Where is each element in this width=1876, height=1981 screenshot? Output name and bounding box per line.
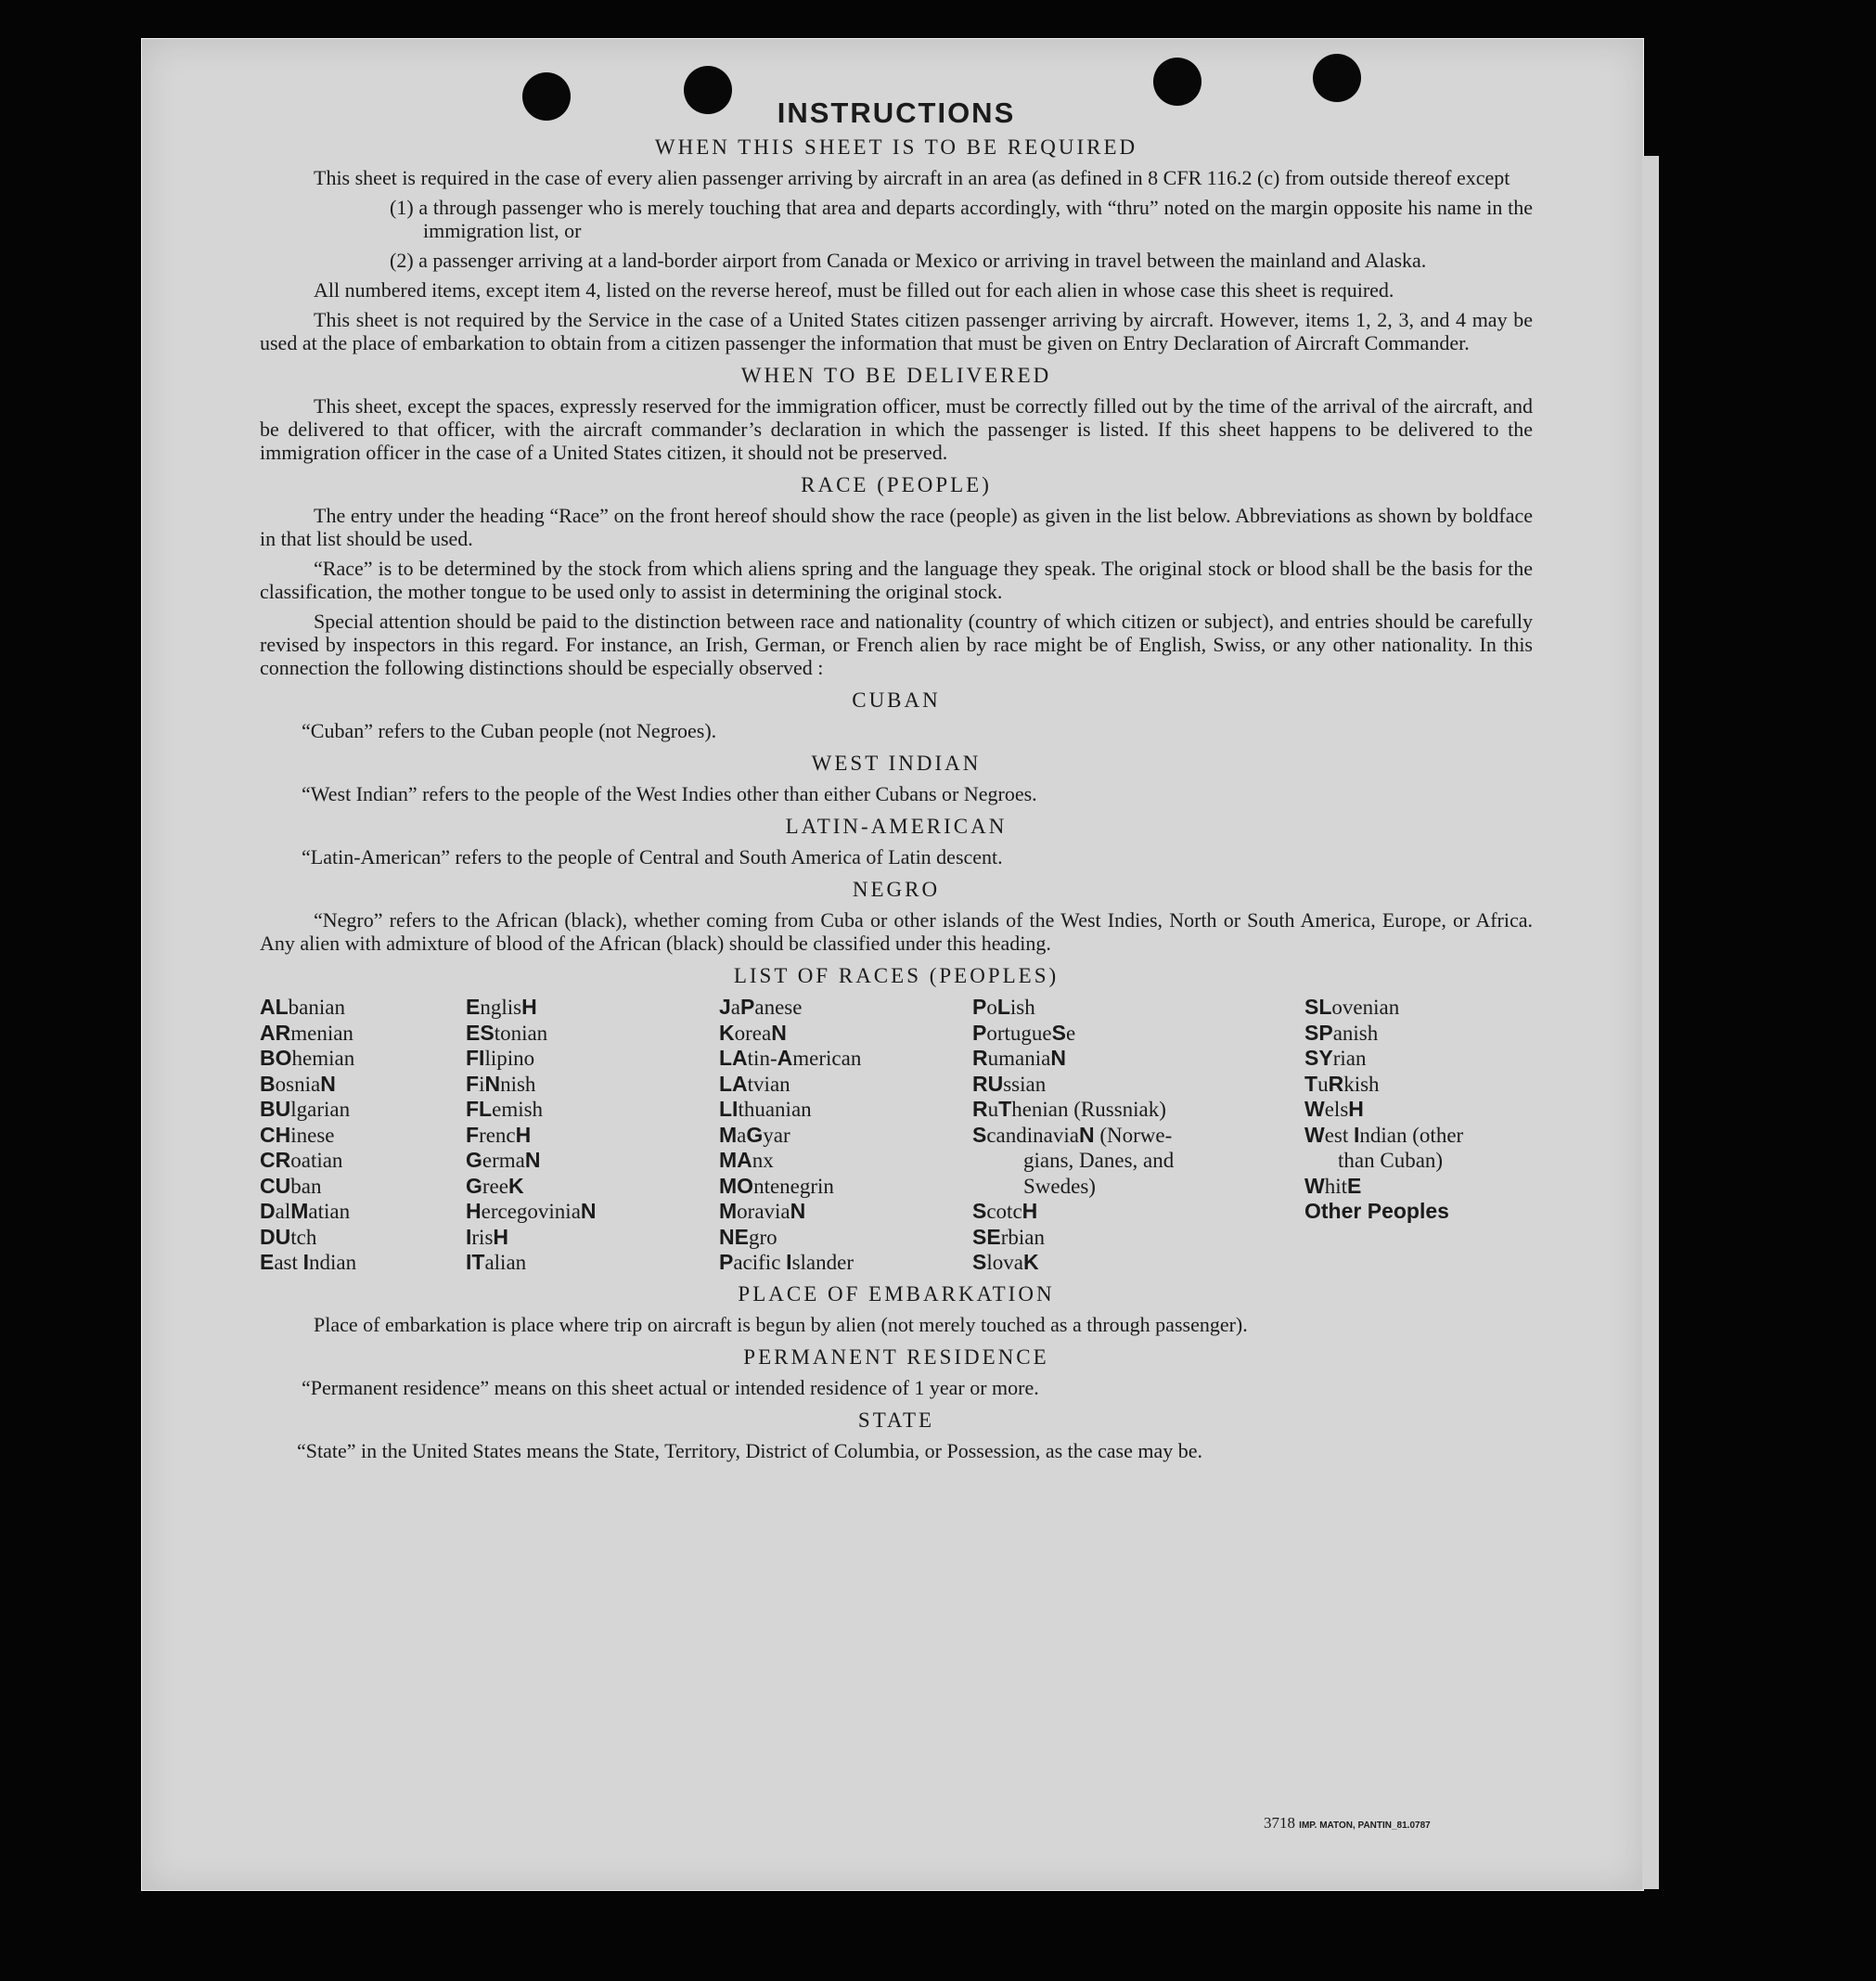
paragraph: Special attention should be paid to the distinction between race and nationality (country of which citizen or subject), and entries should be carefully revised by inspectors in this regard. For instance, an Irish, German, or French alien by race might be of English, Swiss, or any other nationality. In this connection the following distinctions should be especially observed : (260, 610, 1533, 679)
races-column (260, 995, 445, 1276)
race-entry: DalMatian (260, 1199, 351, 1223)
paragraph: This sheet, except the spaces, expressly reserved for the immigration officer, must be correctly filled out by the time of the arrival of the aircraft, and be delivered to that officer, with the aircraft commander’s declaration in which the passenger is listed. If this sheet happens to be delivered to the immigration officer in the case of a United States citizen, it should not be preserved. (260, 394, 1533, 464)
race-entry: RuThenian (Russniak) (972, 1097, 1166, 1121)
race-entry: Other Peoples (1304, 1199, 1449, 1223)
race-entry: MaGyar (719, 1122, 790, 1147)
page-edge (1642, 156, 1659, 1889)
definition-residence: “Permanent residence” means on this sheet actual or intended residence of 1 year or more. (302, 1376, 1039, 1399)
race-entry: SPanish (1304, 1020, 1379, 1045)
paragraph: All numbered items, except item 4, listed on the reverse hereof, must be filled out for each alien in whose case this sheet is required. (314, 278, 1394, 302)
definition-cuban: “Cuban” refers to the Cuban people (not Negroes). (302, 719, 717, 742)
race-entry: East Indian (260, 1250, 357, 1274)
race-entry: LAtin-American (719, 1046, 862, 1070)
race-entry: LAtvian (719, 1071, 790, 1096)
race-entry: EnglisH (466, 995, 537, 1019)
race-entry: MAnx (719, 1148, 774, 1172)
definition-negro: “Negro” refers to the African (black), whether coming from Cuba or other islands of the West Indies, North or South America, Europe, or Africa. Any alien with admixture of blood of the African (black) should be classified under this heading. (260, 908, 1533, 955)
race-entry: MOntenegrin (719, 1173, 834, 1198)
race-entry: Pacific Islander (719, 1250, 854, 1274)
subheading-cuban: CUBAN (852, 688, 941, 712)
subheading-negro: NEGRO (852, 878, 941, 901)
race-entry: FiNnish (466, 1071, 536, 1096)
race-entry: EStonian (466, 1020, 548, 1045)
race-entry: ALbanian (260, 995, 345, 1019)
race-entry: FrencH (466, 1122, 532, 1147)
race-entry: CUban (260, 1173, 322, 1198)
race-entry: KoreaN (719, 1020, 787, 1045)
list-item: (2) a passenger arriving at a land-border airport from Canada or Mexico or arriving in travel between the mainland and Alaska. (390, 249, 1427, 272)
race-entry: NEgro (719, 1224, 777, 1249)
race-entry: SlovaK (972, 1250, 1039, 1274)
race-entry: ARmenian (260, 1020, 353, 1045)
subheading-latin-american: LATIN-AMERICAN (785, 815, 1008, 838)
races-list (260, 995, 1533, 1273)
races-list-heading: LIST OF RACES (PEOPLES) (733, 964, 1060, 987)
definition-west-indian: “West Indian” refers to the people of the West Indies other than either Cubans or Negroes. (302, 782, 1037, 805)
paragraph: The entry under the heading “Race” on the front hereof should show the race (people) as given in the list below. Abbreviations as shown by boldface in that list should be used. (260, 504, 1533, 550)
race-entry: ScotcH (972, 1199, 1038, 1223)
races-column (719, 995, 951, 1276)
section-heading-residence: PERMANENT RESIDENCE (743, 1345, 1049, 1369)
race-entry: SErbian (972, 1224, 1045, 1249)
definition-state: “State” in the United States means the State, Territory, District of Columbia, or Possession, as the case may be. (297, 1439, 1203, 1462)
section-heading-race: RACE (PEOPLE) (801, 473, 992, 496)
races-column (466, 995, 688, 1276)
race-entry: RUssian (972, 1071, 1047, 1096)
section-heading-state: STATE (857, 1409, 935, 1432)
race-entry: GermaN (466, 1148, 541, 1172)
paragraph: This sheet is not required by the Service in the case of a United States citizen passenger arriving by aircraft. However, items 1, 2, 3, and 4 may be used at the place of embarkation to obtain from a citizen passenger the information that must be given on Entry Declaration of Aircraft Commander. (260, 308, 1533, 354)
race-entry: BUlgarian (260, 1097, 351, 1121)
race-entry: DUtch (260, 1224, 317, 1249)
races-column (972, 995, 1232, 1276)
printer-imprint (1264, 1814, 1431, 1833)
list-item: (1) a through passenger who is merely touching that area and departs accordingly, with “thru” noted on the margin opposite his name in the immigration list, or (390, 196, 1533, 242)
race-entry: SLovenian (1304, 995, 1400, 1019)
race-entry: PortugueSe (972, 1020, 1076, 1045)
race-entry: CRoatian (260, 1148, 343, 1172)
race-entry: RumaniaN (972, 1046, 1066, 1070)
race-entry: WhitE (1304, 1173, 1362, 1198)
race-entry: MoraviaN (719, 1199, 806, 1223)
race-entry: BOhemian (260, 1046, 355, 1070)
section-heading-required: WHEN THIS SHEET IS TO BE REQUIRED (654, 135, 1138, 159)
paragraph: This sheet is required in the case of every alien passenger arriving by aircraft in an area (as defined in 8 CFR 116.2 (c) from outside thereof except (314, 166, 1510, 189)
race-entry: WelsH (1304, 1097, 1364, 1121)
race-entry: FIlipino (466, 1046, 535, 1070)
section-heading-embarkation: PLACE OF EMBARKATION (738, 1282, 1055, 1306)
race-entry: IrisH (466, 1224, 509, 1249)
race-entry: BosniaN (260, 1071, 336, 1096)
race-entry: LIthuanian (719, 1097, 812, 1121)
race-entry: GreeK (466, 1173, 524, 1198)
race-entry: FLemish (466, 1097, 544, 1121)
race-entry: ScandinaviaN (Norwe- gians, Danes, and Swedes) (972, 1122, 1175, 1198)
paragraph: “Race” is to be determined by the stock from which aliens spring and the language they speak. The original stock or blood shall be the basis for the classification, the mother tongue to be used only to assist in determining the original stock. (260, 557, 1533, 603)
printer-name: IMP. MATON, PANTIN_81.0787 (1299, 1820, 1431, 1831)
section-heading-delivered: WHEN TO BE DELIVERED (740, 364, 1052, 387)
race-entry: West Indian (other than Cuban) (1304, 1122, 1464, 1172)
subheading-west-indian: WEST INDIAN (811, 752, 982, 775)
race-entry: HercegoviniaN (466, 1199, 597, 1223)
definition-latin-american: “Latin-American” refers to the people of Central and South America of Latin descent. (302, 845, 1003, 868)
paragraph: Place of embarkation is place where trip on aircraft is begun by alien (not merely touched as a through passenger). (314, 1313, 1248, 1336)
race-entry: CHinese (260, 1122, 335, 1147)
page-title: INSTRUCTIONS (777, 96, 1016, 129)
race-entry: PoLish (972, 995, 1035, 1019)
race-entry: JaPanese (719, 995, 803, 1019)
form-number: 3718 (1264, 1814, 1295, 1832)
races-column (1304, 995, 1536, 1225)
race-entry: TuRkish (1304, 1071, 1380, 1096)
race-entry: ITalian (466, 1250, 527, 1274)
race-entry: SYrian (1304, 1046, 1367, 1070)
instructions-content (260, 96, 1533, 1466)
